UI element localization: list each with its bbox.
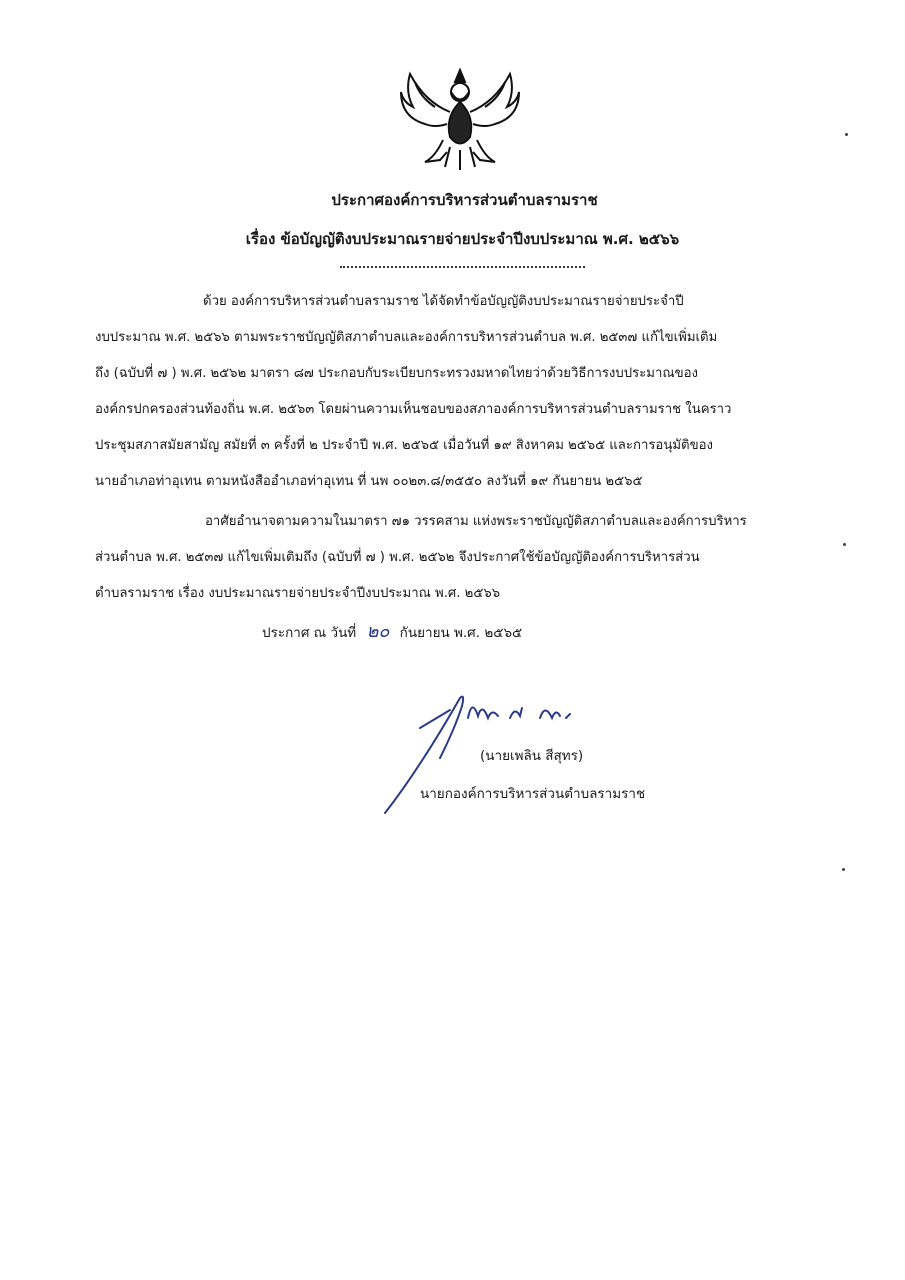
paragraph-2-line: ตำบลรามราช เรื่อง งบประมาณรายจ่ายประจำปีงบประมาณ พ.ศ. ๒๕๖๖ xyxy=(95,586,501,601)
announce-suffix: กันยายน พ.ศ. ๒๕๖๕ xyxy=(399,625,523,641)
announce-date-line xyxy=(262,622,522,643)
document-title: ประกาศองค์การบริหารส่วนตำบลรามราช xyxy=(331,191,598,209)
scan-speck xyxy=(842,868,845,871)
announce-day: ๒๐ xyxy=(366,621,390,642)
paragraph-1-line: งบประมาณ พ.ศ. ๒๕๖๖ ตามพระราชบัญญัติสภาตำบลและองค์การบริหารส่วนตำบล พ.ศ. ๒๕๓๗ แก้ไขเพิ่มเติม xyxy=(95,330,718,345)
signer-name: (นายเพลิน สีสุทร) xyxy=(480,748,584,764)
paragraph-1-line: องค์กรปกครองส่วนท้องถิ่น พ.ศ. ๒๕๖๓ โดยผ่านความเห็นชอบของสภาองค์การบริหารส่วนตำบลรามราช ในคราว xyxy=(95,402,732,417)
paragraph-1-line: ประชุมสภาสมัยสามัญ สมัยที่ ๓ ครั้งที่ ๒ ประจำปี พ.ศ. ๒๕๖๕ เมื่อวันที่ ๑๙ สิงหาคม ๒๕๖๕ และการอนุมัติของ xyxy=(95,438,713,453)
paragraph-1-line: ด้วย องค์การบริหารส่วนตำบลรามราช ได้จัดทำข้อบัญญัติงบประมาณรายจ่ายประจำปี xyxy=(203,294,684,309)
paragraph-1-line: ถึง (ฉบับที่ ๗ ) พ.ศ. ๒๕๖๒ มาตรา ๘๗ ประกอบกับระเบียบกระทรวงมหาดไทยว่าด้วยวิธีการงบประมาณของ xyxy=(95,366,698,381)
garuda-emblem-icon xyxy=(395,62,525,174)
signer-position: นายกองค์การบริหารส่วนตำบลรามราช xyxy=(420,786,646,802)
paragraph-2-line: อาศัยอำนาจตามความในมาตรา ๗๑ วรรคสาม แห่งพระราชบัญญัติสภาตำบลและองค์การบริหาร xyxy=(205,514,747,529)
scan-speck xyxy=(843,543,846,546)
paragraph-1-line: นายอำเภอท่าอุเทน ตามหนังสืออำเภอท่าอุเทน ที่ นพ ๐๐๒๓.๘/๓๕๕๐ ลงวันที่ ๑๙ กันยายน ๒๕๖๕ xyxy=(95,474,643,489)
scan-speck xyxy=(845,133,848,136)
paragraph-2-line: ส่วนตำบล พ.ศ. ๒๕๓๗ แก้ไขเพิ่มเติมถึง (ฉบับที่ ๗ ) พ.ศ. ๒๕๖๒ จึงประกาศใช้ข้อบัญญัติองค์การบริหารส่วน xyxy=(95,550,700,565)
document-subject: เรื่อง ข้อบัญญัติงบประมาณรายจ่ายประจำปีงบประมาณ พ.ศ. ๒๕๖๖ xyxy=(245,230,680,248)
announce-prefix: ประกาศ ณ วันที่ xyxy=(262,625,357,641)
title-divider xyxy=(340,258,585,268)
